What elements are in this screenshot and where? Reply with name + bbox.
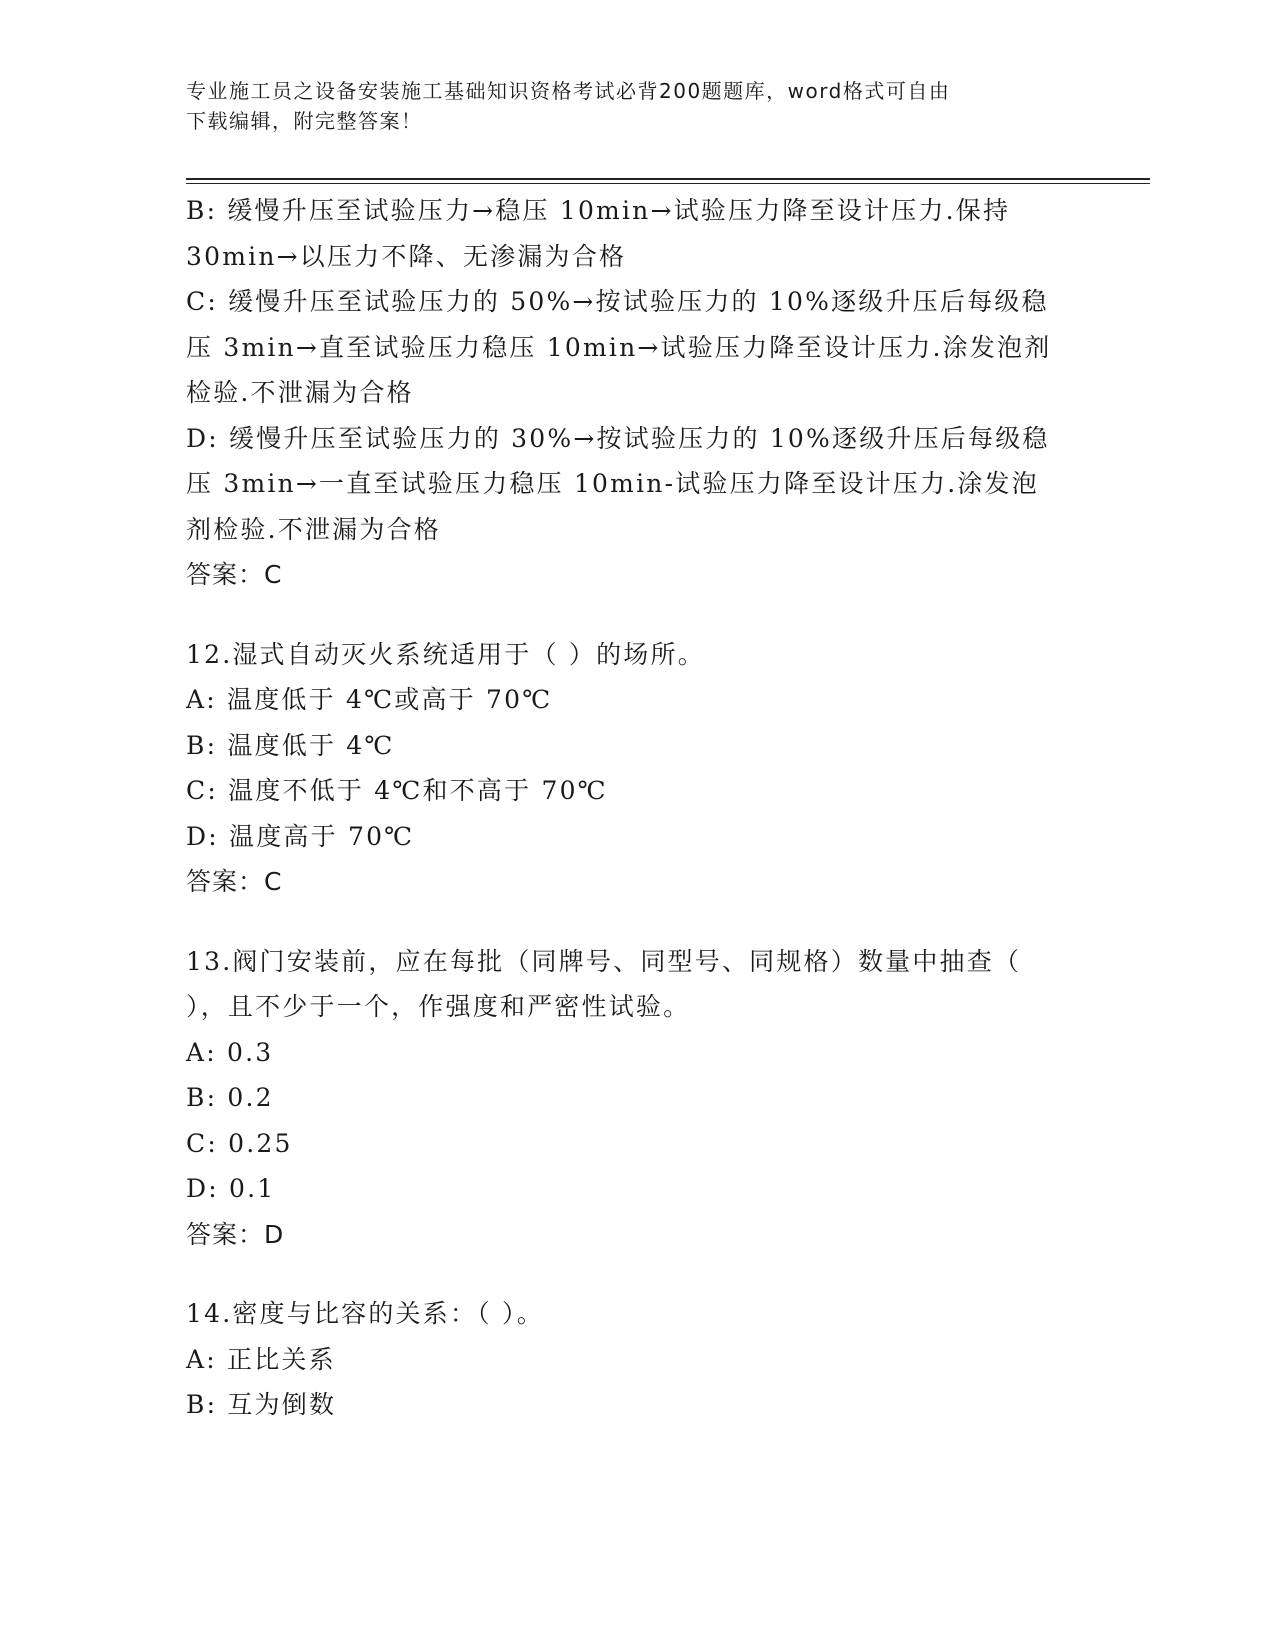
question-12-block	[186, 632, 1066, 905]
q12-option-a: A: 温度低于 4℃或高于 70℃	[186, 685, 553, 714]
q12-answer: 答案：C	[186, 867, 283, 896]
question-11-block	[186, 188, 1066, 598]
q12-option-d: D: 温度高于 70℃	[186, 821, 415, 851]
document-body	[186, 188, 1066, 1428]
spacer	[186, 1257, 1066, 1291]
q11-option-b-line-1: B: 缓慢升压至试验压力→稳压 10min→试验压力降至设计压力.保持	[186, 196, 1011, 225]
q14-option-b: B: 互为倒数	[186, 1390, 337, 1419]
q12-question: 12.湿式自动灭火系统适用于（ ）的场所。	[186, 639, 705, 669]
q13-option-a: A: 0.3	[186, 1037, 274, 1067]
q11-option-d-line-1: D: 缓慢升压至试验压力的 30%→按试验压力的 10%逐级升压后每级稳	[186, 423, 1050, 453]
q13-option-b: B: 0.2	[186, 1083, 274, 1112]
spacer	[186, 598, 1066, 632]
q14-option-a: A: 正比关系	[186, 1344, 336, 1374]
q11-option-d-line-3: 剂检验.不泄漏为合格	[186, 514, 441, 544]
question-13-block	[186, 939, 1066, 1258]
q13-option-c: C: 0.25	[186, 1128, 293, 1158]
header-title-line-2: 下载编辑，附完整答案！	[186, 109, 423, 133]
q11-option-c-line-1: C: 缓慢升压至试验压力的 50%→按试验压力的 10%逐级升压后每级稳	[186, 287, 1049, 316]
q12-option-c: C: 温度不低于 4℃和不高于 70℃	[186, 776, 608, 805]
q13-answer: 答案：D	[186, 1219, 285, 1249]
q11-option-b-line-2: 30min→以压力不降、无渗漏为合格	[186, 241, 627, 271]
q11-option-d-line-2: 压 3min→一直至试验压力稳压 10min-试验压力降至设计压力.涂发泡	[186, 469, 1039, 498]
q12-option-b: B: 温度低于 4℃	[186, 730, 395, 760]
question-14-block	[186, 1291, 1066, 1428]
q11-option-c-line-3: 检验.不泄漏为合格	[186, 378, 414, 407]
q14-question: 14.密度与比容的关系：（ ）。	[186, 1299, 544, 1328]
header-title-line-1: 专业施工员之设备安装施工基础知识资格考试必背200题题库，word格式可自由	[186, 79, 951, 103]
header-divider-thin	[186, 183, 1150, 184]
q13-option-d: D: 0.1	[186, 1174, 276, 1203]
q13-question-line-1: 13.阀门安装前，应在每批（同牌号、同型号、同规格）数量中抽查（	[186, 946, 1022, 976]
document-header	[186, 76, 1086, 136]
header-divider	[186, 178, 1150, 180]
q13-question-line-2: ），且不少于一个，作强度和严密性试验。	[186, 992, 691, 1021]
spacer	[186, 905, 1066, 939]
q11-answer: 答案：C	[186, 560, 283, 589]
q11-option-c-line-2: 压 3min→直至试验压力稳压 10min→试验压力降至设计压力.涂发泡剂	[186, 332, 1052, 362]
